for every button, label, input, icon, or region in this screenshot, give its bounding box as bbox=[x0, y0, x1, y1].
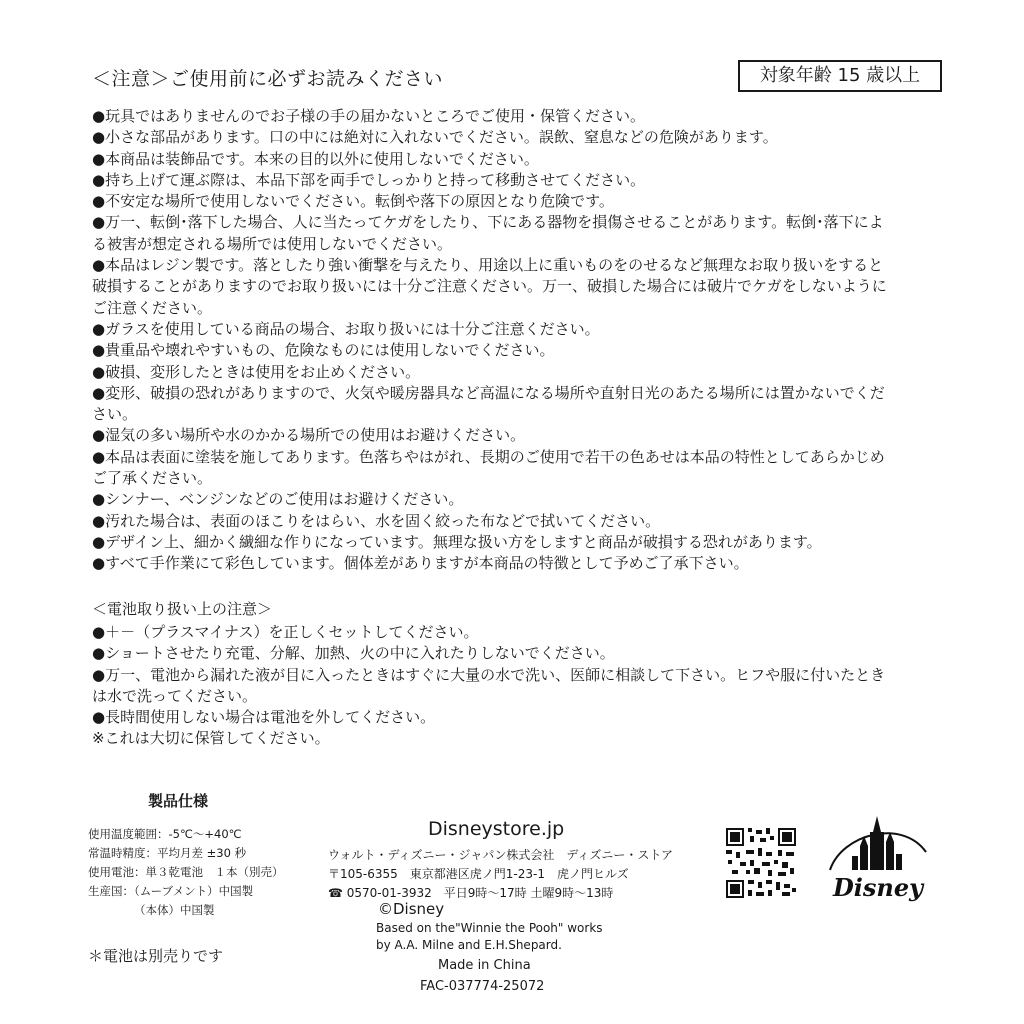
age-rating-badge: 対象年齢 15 歳以上 bbox=[738, 60, 942, 92]
company-phone: ☎ 0570-01-3932 平日9時～17時 土曜9時～13時 bbox=[328, 886, 614, 900]
caution-item: ●小さな部品があります。口の中には絶対に入れないでください。誤飲、窒息などの危険があります。 bbox=[92, 128, 778, 147]
battery-caution-list bbox=[92, 622, 892, 750]
caution-item: ●デザイン上、細かく繊細な作りになっています。無理な扱い方をしますと商品が破損する恐れがあります。 bbox=[92, 532, 822, 551]
caution-item: ●破損、変形したときは使用をお止めください。 bbox=[92, 362, 421, 381]
caution-item: ●ガラスを使用している商品の場合、お取り扱いには十分ご注意ください。 bbox=[92, 319, 600, 338]
spec-row: 生産国：（ムーブメント）中国製 bbox=[88, 884, 254, 898]
website-label: Disneystore.jp bbox=[428, 818, 565, 840]
caution-item: ●湿気の多い場所や水のかかる場所での使用はお避けください。 bbox=[92, 426, 526, 445]
spec-row: 使用温度範囲：-5℃～+40℃ bbox=[88, 827, 242, 841]
caution-item: ●万一、転倒･落下した場合、人に当たってケガをしたり、下にある器物を損傷させることがあります。転倒･落下による被害が想定される場所では使用しないでください。 bbox=[92, 213, 884, 253]
caution-item: ●貴重品や壊れやすいもの、危険なものには使用しないでください。 bbox=[92, 341, 555, 360]
caution-item: ●本商品は装飾品です。本来の目的以外に使用しないでください。 bbox=[92, 149, 539, 168]
copyright: ©Disney bbox=[378, 900, 445, 918]
battery-item: ●万一、電池から漏れた液が目に入ったときはすぐに大量の水で洗い、医師に相談して下さい。ヒフや服に付いたときは水で洗ってください。 bbox=[92, 665, 886, 705]
disney-logo-text: Disney bbox=[832, 873, 924, 902]
company-name: ウォルト・ディズニー・ジャパン株式会社 ディズニー・ストア bbox=[328, 848, 674, 862]
company-address: 〒105-6355 東京都港区虎ノ門1-23-1 虎ノ門ヒルズ bbox=[328, 867, 629, 881]
caution-item: ●汚れた場合は、表面のほこりをはらい、水を固く絞った布などで拭いてください。 bbox=[92, 511, 661, 530]
battery-section-title: ＜電池取り扱い上の注意＞ bbox=[92, 600, 273, 618]
credit-line: Based on the"Winnie the Pooh" works bbox=[376, 921, 603, 935]
caution-list bbox=[92, 106, 892, 575]
caution-item: ●シンナー、ベンジンなどのご使用はお避けください。 bbox=[92, 490, 464, 509]
credit-line: by A.A. Milne and E.H.Shepard. bbox=[376, 938, 562, 952]
disney-logo-icon bbox=[822, 812, 932, 904]
caution-item: ●本品はレジン製です。落としたり強い衝撃を与えたり、用途以上に重いものをのせるなど無理なお取り扱いをすると破損することがありますのでお取り扱いには十分ご注意ください。万一、破損した場合には破片でケガをしないようにご注意ください。 bbox=[92, 256, 887, 317]
spec-row: （本体）中国製 bbox=[134, 903, 215, 917]
product-code: FAC-037774-25072 bbox=[420, 979, 545, 994]
battery-item: ※これは大切に保管してください。 bbox=[92, 729, 330, 748]
caution-item: ●すべて手作業にて彩色しています。個体差がありますが本商品の特徴として予めご了承下さい。 bbox=[92, 554, 749, 573]
caution-item: ●玩具ではありませんのでお子様の手の届かないところでご使用・保管ください。 bbox=[92, 107, 645, 125]
page-title: ＜注意＞ご使用前に必ずお読みください bbox=[92, 68, 444, 90]
made-in-label: Made in China bbox=[438, 958, 531, 973]
spec-list bbox=[88, 825, 284, 920]
spec-title: 製品仕様 bbox=[148, 792, 209, 810]
caution-item: ●不安定な場所で使用しないでください。転倒や落下の原因となり危険です。 bbox=[92, 192, 614, 211]
battery-item: ●ショートさせたり充電、分解、加熱、火の中に入れたりしないでください。 bbox=[92, 644, 615, 663]
battery-item: ●長時間使用しない場合は電池を外してください。 bbox=[92, 708, 436, 727]
caution-item: ●変形、破損の恐れがありますので、火気や暖房器具など高温になる場所や直射日光のあたる場所には置かないでください。 bbox=[92, 383, 885, 424]
spec-row: 使用電池：単３乾電池 １本（別売） bbox=[88, 865, 284, 879]
battery-sold-separately-note: ＊電池は別売りです bbox=[88, 947, 224, 965]
caution-item: ●本品は表面に塗装を施してあります。色落ちやはがれ、長期のご使用で若干の色あせは本品の特性としてあらかじめご了承ください。 bbox=[92, 447, 885, 488]
caution-item: ●持ち上げて運ぶ際は、本品下部を両手でしっかりと持って移動させてください。 bbox=[92, 170, 646, 189]
qr-code-icon bbox=[724, 826, 798, 900]
spec-row: 常温時精度：平均月差 ±30 秒 bbox=[88, 846, 247, 860]
company-info bbox=[328, 846, 673, 903]
credit bbox=[376, 920, 603, 954]
battery-item: ●＋－（プラスマイナス）を正しくセットしてください。 bbox=[92, 623, 479, 641]
